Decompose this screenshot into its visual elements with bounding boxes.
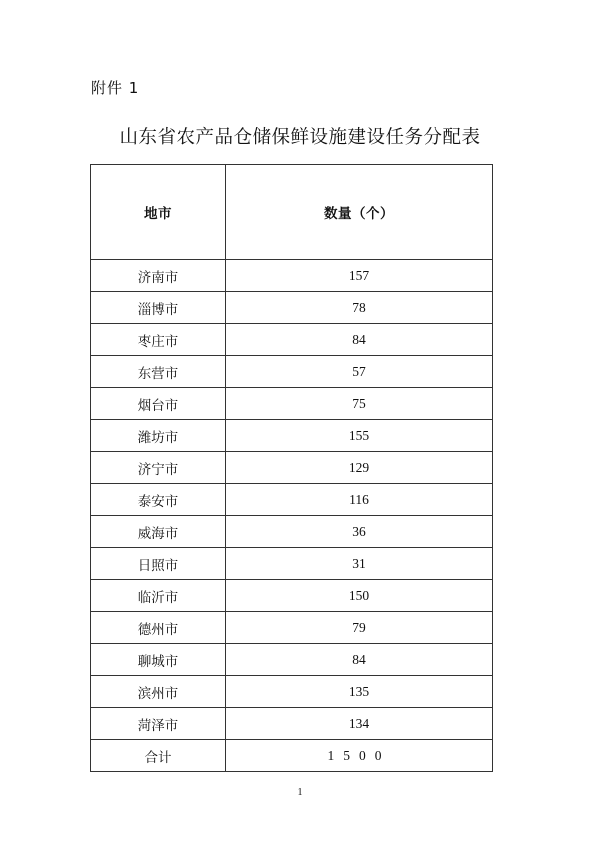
city-cell: 聊城市 (91, 644, 226, 676)
table-row (91, 644, 493, 676)
total-row (91, 740, 493, 772)
city-cell: 东营市 (91, 356, 226, 388)
quantity-cell: 78 (226, 292, 493, 324)
quantity-cell: 75 (226, 388, 493, 420)
city-cell: 威海市 (91, 516, 226, 548)
city-cell: 济宁市 (91, 452, 226, 484)
table-row (91, 580, 493, 612)
quantity-cell: 84 (226, 644, 493, 676)
quantity-cell: 31 (226, 548, 493, 580)
quantity-cell: 129 (226, 452, 493, 484)
total-quantity: 1500 (226, 740, 493, 772)
quantity-cell: 57 (226, 356, 493, 388)
table-row (91, 324, 493, 356)
city-cell: 临沂市 (91, 580, 226, 612)
table-row (91, 356, 493, 388)
quantity-cell: 36 (226, 516, 493, 548)
city-cell: 日照市 (91, 548, 226, 580)
city-cell: 潍坊市 (91, 420, 226, 452)
city-cell: 烟台市 (91, 388, 226, 420)
table-row (91, 452, 493, 484)
table-row (91, 548, 493, 580)
city-cell: 德州市 (91, 612, 226, 644)
quantity-cell: 134 (226, 708, 493, 740)
attachment-label: 附件 1 (91, 79, 140, 97)
table-row (91, 676, 493, 708)
city-cell: 济南市 (91, 260, 226, 292)
table-header-row (91, 165, 493, 260)
table-row (91, 420, 493, 452)
city-cell: 淄博市 (91, 292, 226, 324)
total-label: 合计 (91, 740, 226, 772)
page-number: 1 (297, 787, 303, 798)
page-title: 山东省农产品仓储保鲜设施建设任务分配表 (119, 127, 481, 148)
city-cell: 枣庄市 (91, 324, 226, 356)
quantity-cell: 150 (226, 580, 493, 612)
table-row (91, 708, 493, 740)
city-column-header: 地市 (91, 165, 226, 260)
quantity-cell: 135 (226, 676, 493, 708)
quantity-column-header: 数量（个） (226, 165, 493, 260)
quantity-cell: 84 (226, 324, 493, 356)
quantity-cell: 116 (226, 484, 493, 516)
table-row (91, 292, 493, 324)
city-cell: 泰安市 (91, 484, 226, 516)
allocation-table (90, 164, 493, 772)
city-cell: 滨州市 (91, 676, 226, 708)
table-row (91, 388, 493, 420)
table-row (91, 612, 493, 644)
table-row (91, 260, 493, 292)
quantity-cell: 79 (226, 612, 493, 644)
table-row (91, 484, 493, 516)
city-cell: 菏泽市 (91, 708, 226, 740)
table-row (91, 516, 493, 548)
quantity-cell: 155 (226, 420, 493, 452)
quantity-cell: 157 (226, 260, 493, 292)
